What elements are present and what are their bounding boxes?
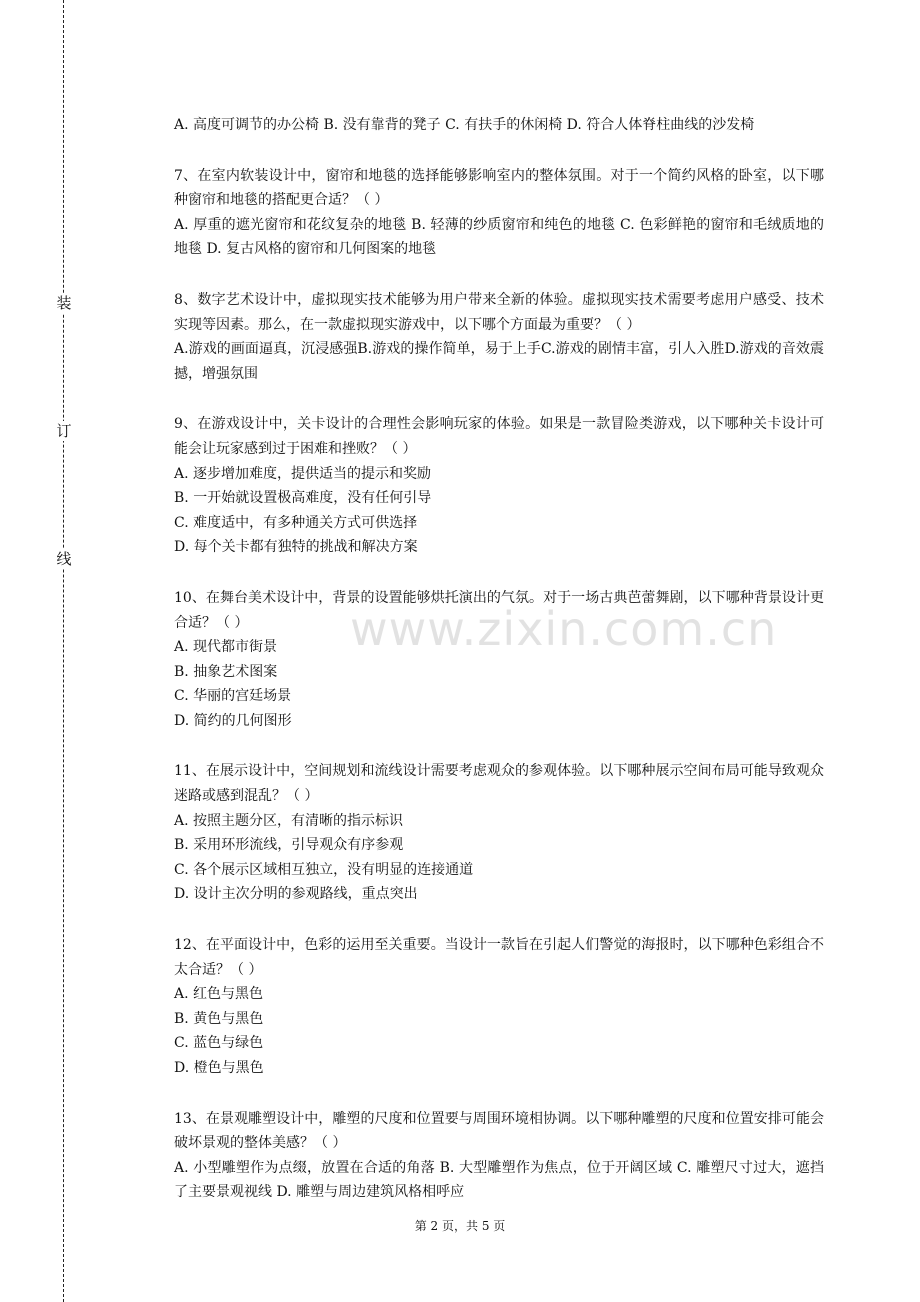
option-b: B. 抽象艺术图案 (174, 663, 278, 680)
option-a: A. 逐步增加难度，提供适当的提示和奖励 (174, 465, 432, 482)
page-footer: 第 2 页，共 5 页 (414, 1219, 506, 1233)
binding-dashed-line (63, 0, 64, 1302)
watermark: www.zixin.com.cn (350, 602, 778, 656)
option-c: C. 难度适中，有多种通关方式可供选择 (174, 514, 418, 531)
question-options: A.游戏的画面逼真，沉浸感强B.游戏的操作简单，易于上手C.游戏的剧情丰富，引人入胜D.游戏的音效震撼，增强氛围 (174, 341, 824, 382)
option-a: A. 红色与黑色 (174, 986, 264, 1003)
option-d: D. 设计主次分明的参观路线，重点突出 (174, 886, 418, 903)
option-c: C. 华丽的宫廷场景 (174, 688, 292, 705)
question-11 (174, 759, 824, 907)
option-d: D. 简约的几何图形 (174, 712, 292, 729)
question-6-tail (174, 113, 824, 138)
option-c: C. 蓝色与绿色 (174, 1035, 264, 1052)
option-a: A. 现代都市街景 (174, 639, 278, 656)
question-list (174, 113, 824, 1205)
question-options: A. 厚重的遮光窗帘和花纹复杂的地毯 B. 轻薄的纱质窗帘和纯色的地毯 C. 色彩鲜艳的窗帘和毛绒质地的地毯 D. 复古风格的窗帘和几何图案的地毯 (174, 216, 824, 258)
question-stem: 8、数字艺术设计中，虚拟现实技术能够为用户带来全新的体验。虚拟现实技术需要考虑用户感受、技术实现等因素。那么，在一款虚拟现实游戏中，以下哪个方面最为重要？（ ） (174, 291, 824, 333)
question-13 (174, 1107, 824, 1205)
question-stem: 12、在平面设计中，色彩的运用至关重要。当设计一款旨在引起人们警觉的海报时，以下哪种色彩组合不太合适？（ ） (174, 937, 824, 978)
binding-char-ding: 订 (56, 422, 72, 440)
question-stem: 11、在展示设计中，空间规划和流线设计需要考虑观众的参观体验。以下哪种展示空间布局可能导致观众迷路或感到混乱？（ ） (174, 763, 824, 805)
question-8 (174, 288, 824, 386)
question-stem: 9、在游戏设计中，关卡设计的合理性会影响玩家的体验。如果是一款冒险类游戏，以下哪种关卡设计可能会让玩家感到过于困难和挫败？（ ） (174, 416, 824, 457)
option-b: B. 黄色与黑色 (174, 1010, 264, 1027)
option-b: B. 采用环形流线，引导观众有序参观 (174, 837, 404, 854)
option-a: A. 按照主题分区，有清晰的指示标识 (174, 812, 404, 829)
option-d: D. 橙色与黑色 (174, 1060, 264, 1076)
question-7 (174, 164, 824, 262)
option-b: B. 一开始就设置极高难度，没有任何引导 (174, 490, 432, 507)
question-9 (174, 412, 824, 560)
option-c: C. 各个展示区域相互独立，没有明显的连接通道 (174, 861, 474, 878)
question-stem: 7、在室内软装设计中，窗帘和地毯的选择能够影响室内的整体氛围。对于一个简约风格的卧室，以下哪种窗帘和地毯的搭配更合适？（ ） (174, 167, 824, 209)
option-d: D. 每个关卡都有独特的挑战和解决方案 (174, 539, 418, 556)
binding-char-zhuang: 装 (56, 294, 72, 312)
binding-char-xian: 线 (56, 550, 72, 568)
question-stem: 10、在舞台美术设计中，背景的设置能够烘托演出的气氛。对于一场古典芭蕾舞剧，以下哪种背景设计更合适？（ ） (174, 589, 824, 631)
question-options: A. 小型雕塑作为点缀，放置在合适的角落 B. 大型雕塑作为焦点，位于开阔区域 C. 雕塑尺寸过大，遮挡了主要景观视线 D. 雕塑与周边建筑风格相呼应 (174, 1159, 824, 1201)
question-stem: 13、在景观雕塑设计中，雕塑的尺度和位置要与周围环境相协调。以下哪种雕塑的尺度和位置安排可能会破坏景观的整体美感？（ ） (174, 1110, 824, 1152)
question-10 (174, 586, 824, 734)
question-12 (174, 933, 824, 1081)
question-6-options: A. 高度可调节的办公椅 B. 没有靠背的凳子 C. 有扶手的休闲椅 D. 符合人体脊柱曲线的沙发椅 (174, 117, 755, 133)
